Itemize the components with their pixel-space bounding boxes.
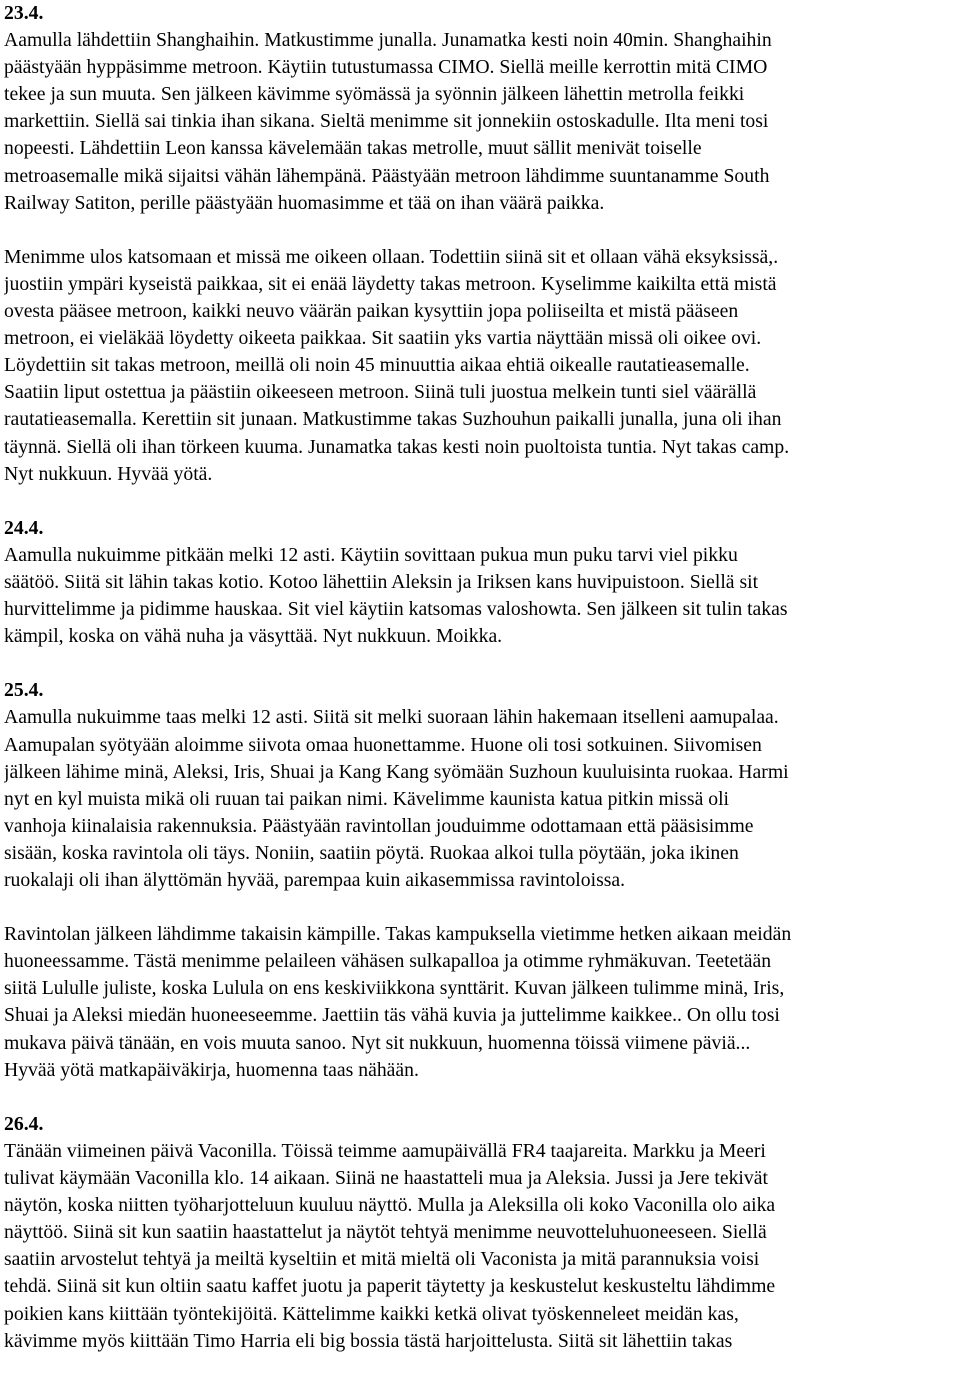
text-line: Menimme ulos katsomaan et missä me oikeen ollaan. Todettiin siinä sit et ollaan vähä eksyksissä,. [4,245,779,268]
text-line: markettiin. Siellä sai tinkia ihan sikana. Sieltä menimme sit jonnekiin ostoskadulle. Ilta meni tosi [4,110,769,133]
text-line: juostiin ympäri kyseistä paikkaa, sit ei enää läydetty takas metroon. Kyselimme kaikilta että mistä [4,272,777,295]
text-line: hurvittelimme ja pidimme hauskaa. Sit viel käytiin katsomas valoshowta. Sen jälkeen sit tulin takas [4,598,788,621]
text-line: huoneessamme. Tästä menimme pelaileen vähäsen sulkapalloa ja otimme ryhmäkuvan. Teetetään [4,950,772,973]
text-line: Hyvää yötä matkapäiväkirja, huomenna taas nähään. [4,1058,419,1081]
text-line: päästyään hyppäsimme metroon. Käytiin tutustumassa CIMO. Siellä meille kerrottin mitä CIMO [4,56,768,79]
paragraph [4,542,958,650]
text-line: vanhoja kiinalaisia rakennuksia. Päästyään ravintollan jouduimme odottamaan että pääsisimme [4,814,754,837]
text-line: täynnä. Siellä oli ihan törkeen kuuma. Junamatka takas kesti noin puoltoista tuntia. Nyt takas camp. [4,435,790,458]
text-line: Löydettiin sit takas metroon, meillä oli noin 45 minuuttia aikaa ehtiä oikealle rautatieasemalle. [4,354,750,377]
text-line: tekee ja sun muuta. Sen jälkeen kävimme syömässä ja syönnin jälkeen lähettin metrolla feikki [4,83,745,106]
text-line: kävimme myös kiittään Timo Harria eli big bossia tästä harjoittelusta. Siitä sit lähettiin takas [4,1329,733,1352]
text-line: nyt en kyl muista mikä oli ruuan tai paikan nimi. Kävelimme kaunista katua pitkin missä oli [4,787,730,810]
text-line: Shuai ja Aleksi miedän huoneeseemme. Jaettiin täs vähä kuvia ja juttelimme kaikkee.. On ollu tosi [4,1004,780,1027]
text-line: ruokalaji oli ihan älyttömän hyvää, parempaa kuin aikasemmissa ravintoloissa. [4,869,626,891]
entry-date: 23.4. [4,2,44,24]
text-line: ovesta pääsee metroon, kaikki neuvo väärän paikan kysyttiin jopa poliiseilta et mistä pääseen [4,300,739,323]
text-line: rautatieasemalla. Kerettiin sit junaan. Matkustimme takas Suzhouhun paikalli junalla, juna oli ihan [4,408,782,431]
text-line: Aamupalan syötyään aloimme siivota omaa huonettamme. Huone oli tosi sotkuinen. Siivomisen [4,733,762,756]
text-line: metroon, ei vieläkää löydetty oikeeta paikkaa. Sit saatiin yks vartia näyttään missä oli oikee ovi. [4,327,762,350]
text-line: Railway Satiton, perille päästyään huomasimme et tää on ihan väärä paikka. [4,191,605,214]
paragraph-gap [4,1084,958,1111]
text-line: Nyt nukkuun. Hyvää yötä. [4,462,213,485]
text-line: mukava päivä tänään, en vois muuta sanoo. Nyt sit nukkuun, huomenna töissä viimene päviä... [4,1031,751,1054]
paragraph [4,244,958,488]
paragraph-gap [4,894,958,921]
text-line: siitä Lululle juliste, koska Lulula on ens keskiviikkona synttärit. Kuvan jälkeen tulimme minä, Iris, [4,977,785,1000]
text-line: nopeesti. Lähdettiin Leon kanssa kävelemään takas metrolle, muut sällit menivät toiselle [4,137,702,160]
entry-date: 25.4. [4,679,44,702]
text-line: Saatiin liput ostettua ja päästiin oikeeseen metroon. Siinä tuli juostua melkein tunti siel väärällä [4,381,757,404]
entry-date: 24.4. [4,516,44,539]
text-line: näytön, koska niitten työharjotteluun kuuluu näyttö. Mulla ja Aleksilla oli koko Vaconilla olo aika [4,1194,776,1217]
paragraph-gap [4,488,958,515]
text-line: Tänään viimeinen päivä Vaconilla. Töissä teimme aamupäivällä FR4 taajareita. Markku ja Meeri [4,1139,766,1162]
paragraph-gap [4,217,958,244]
text-line: näyttöö. Siinä sit kun saatiin haastattelut ja näytöt tehtyä menimme neuvotteluhuoneeseen. Siellä [4,1221,767,1244]
text-line: poikien kans kiittään työntekijöitä. Kättelimme kaikki ketkä olivat työskenneleet meidän kas, [4,1302,739,1325]
paragraph [4,27,958,217]
text-line: kämpil, koska on vähä nuha ja väsyttää. Nyt nukkuun. Moikka. [4,625,503,648]
text-line: Aamulla nukuimme pitkään melki 12 asti. Käytiin sovittaan pukua mun puku tarvi viel pikku [4,543,738,566]
text-line: saatiin arvostelut tehtyä ja meiltä kyseltiin et mitä mieltä oli Vaconista ja mitä parannuksia voisi [4,1248,760,1271]
text-line: tulivat käymään Vaconilla klo. 14 aikaan. Siinä ne haastatteli mua ja Aleksia. Jussi ja Jere tekivät [4,1167,768,1190]
text-line: sisään, koska ravintola oli täys. Noniin, saatiin pöytä. Ruokaa alkoi tulla pöytään, joka ikinen [4,841,739,864]
paragraph [4,704,958,894]
text-line: metroasemalle mikä sijaitsi vähän lähempänä. Päästyään metroon lähdimme suuntanamme South [4,164,770,187]
text-line: säätöö. Siitä sit lähin takas kotio. Kotoo lähettiin Aleksin ja Iriksen kans huvipuistoon. Siellä sit [4,570,759,593]
entry-date: 26.4. [4,1112,44,1135]
paragraph [4,921,958,1084]
travel-diary-document [4,0,958,1355]
text-line: tehdä. Siinä sit kun oltiin saatu kaffet juotu ja paperit täytetty ja keskustelut keskusteltu lähdimme [4,1275,776,1298]
text-line: Aamulla nukuimme taas melki 12 asti. Siitä sit melki suoraan lähin hakemaan itselleni aamupalaa. [4,706,779,729]
text-line: jälkeen lähime minä, Aleksi, Iris, Shuai ja Kang Kang syömään Suzhoun kuuluisinta ruokaa. Harmi [4,760,789,783]
paragraph-gap [4,650,958,677]
text-line: Aamulla lähdettiin Shanghaihin. Matkustimme junalla. Junamatka kesti noin 40min. Shanghaihin [4,29,772,52]
text-line: Ravintolan jälkeen lähdimme takaisin kämpille. Takas kampuksella vietimme hetken aikaan meidän [4,923,792,946]
paragraph [4,1138,958,1355]
